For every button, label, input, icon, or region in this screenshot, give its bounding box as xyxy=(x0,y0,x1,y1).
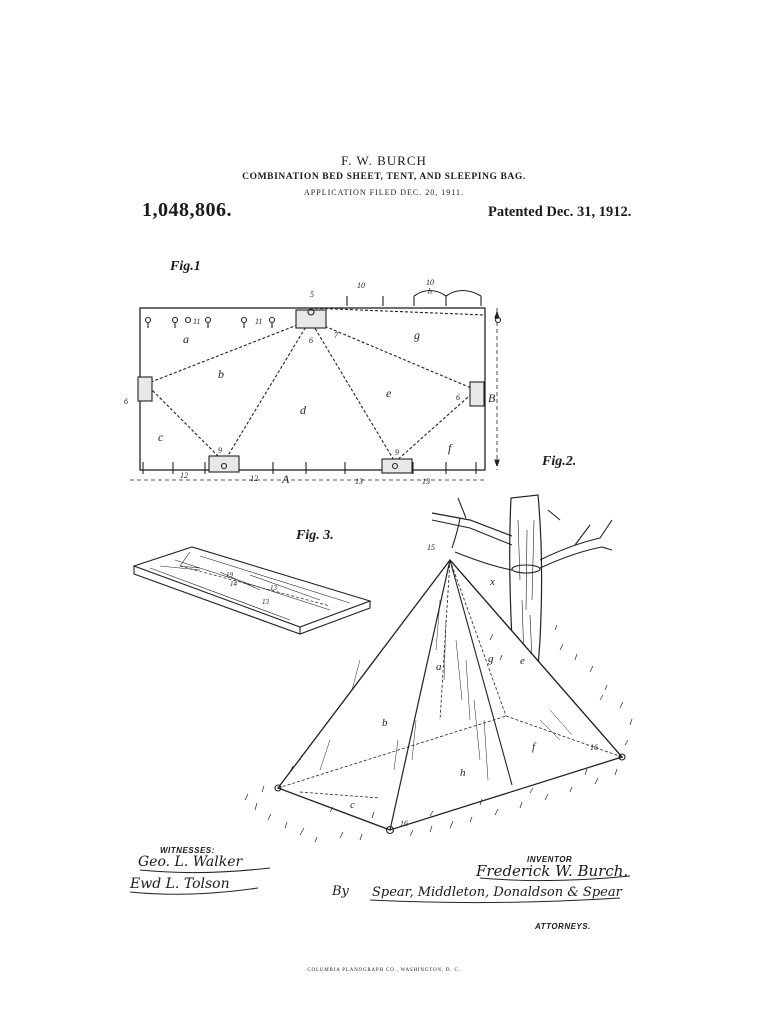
svg-text:13: 13 xyxy=(422,477,430,486)
svg-text:f: f xyxy=(532,741,536,753)
svg-text:a: a xyxy=(436,661,442,673)
svg-text:13: 13 xyxy=(262,598,269,606)
svg-text:a: a xyxy=(183,332,189,346)
svg-text:d: d xyxy=(300,403,306,417)
fig1-label: Fig.1 xyxy=(170,259,201,274)
svg-text:11: 11 xyxy=(193,317,201,326)
svg-text:g: g xyxy=(414,328,420,342)
inventor-label: INVENTOR xyxy=(527,855,573,864)
witnesses-label: WITNESSES: xyxy=(160,846,215,855)
svg-text:13: 13 xyxy=(270,584,277,592)
svg-text:6: 6 xyxy=(456,393,460,402)
svg-text:12: 12 xyxy=(250,474,258,483)
application-filed: APPLICATION FILED DEC. 20, 1911. xyxy=(304,188,464,197)
by-label: By xyxy=(332,884,349,899)
svg-text:19: 19 xyxy=(226,571,233,579)
svg-text:9: 9 xyxy=(395,448,399,457)
svg-text:g: g xyxy=(488,653,494,665)
svg-text:6: 6 xyxy=(124,397,128,406)
inventor-name: F. W. BURCH xyxy=(341,153,427,168)
inventor-signature: Frederick W. Burch. xyxy=(476,862,629,880)
svg-text:b: b xyxy=(218,367,224,381)
svg-text:b: b xyxy=(382,717,388,729)
attorneys-label: ATTORNEYS. xyxy=(535,922,591,931)
svg-text:13: 13 xyxy=(355,477,363,486)
svg-text:6: 6 xyxy=(309,336,313,345)
patent-date: Patented Dec. 31, 1912. xyxy=(488,204,632,220)
svg-text:5: 5 xyxy=(310,290,314,299)
svg-text:10: 10 xyxy=(426,278,434,287)
svg-text:14: 14 xyxy=(230,580,237,588)
svg-text:16: 16 xyxy=(590,743,598,752)
patent-number: 1,048,806. xyxy=(142,199,232,221)
svg-text:f: f xyxy=(448,441,452,455)
svg-text:15: 15 xyxy=(427,543,435,552)
printer-footer: COLUMBIA PLANOGRAPH CO., WASHINGTON, D. C. xyxy=(307,968,461,973)
svg-text:10: 10 xyxy=(357,281,365,290)
fig2-label: Fig.2. xyxy=(542,454,577,469)
svg-text:c: c xyxy=(158,430,164,444)
svg-text:12: 12 xyxy=(180,471,188,480)
fig3-folded-bag-drawing xyxy=(134,547,370,634)
fig3-label: Fig. 3. xyxy=(296,528,334,543)
svg-text:B: B xyxy=(488,391,496,405)
svg-text:x: x xyxy=(490,576,495,588)
svg-text:16: 16 xyxy=(400,819,408,828)
svg-text:c: c xyxy=(350,799,355,811)
svg-text:11: 11 xyxy=(255,317,263,326)
attorneys-signature: Spear, Middleton, Donaldson & Spear xyxy=(372,885,622,900)
witness-signature-1: Geo. L. Walker xyxy=(138,854,243,870)
patent-title: COMBINATION BED SHEET, TENT, AND SLEEPING BAG. xyxy=(242,172,526,182)
svg-text:e: e xyxy=(386,386,392,400)
svg-text:A: A xyxy=(282,472,290,486)
svg-text:h: h xyxy=(460,767,466,779)
svg-text:e: e xyxy=(520,655,525,667)
svg-text:h: h xyxy=(428,287,432,296)
witness-signature-2: Ewd L. Tolson xyxy=(130,876,230,892)
svg-text:9: 9 xyxy=(218,446,222,455)
svg-text:7: 7 xyxy=(334,331,338,340)
fig1-sheet-drawing xyxy=(130,291,501,481)
